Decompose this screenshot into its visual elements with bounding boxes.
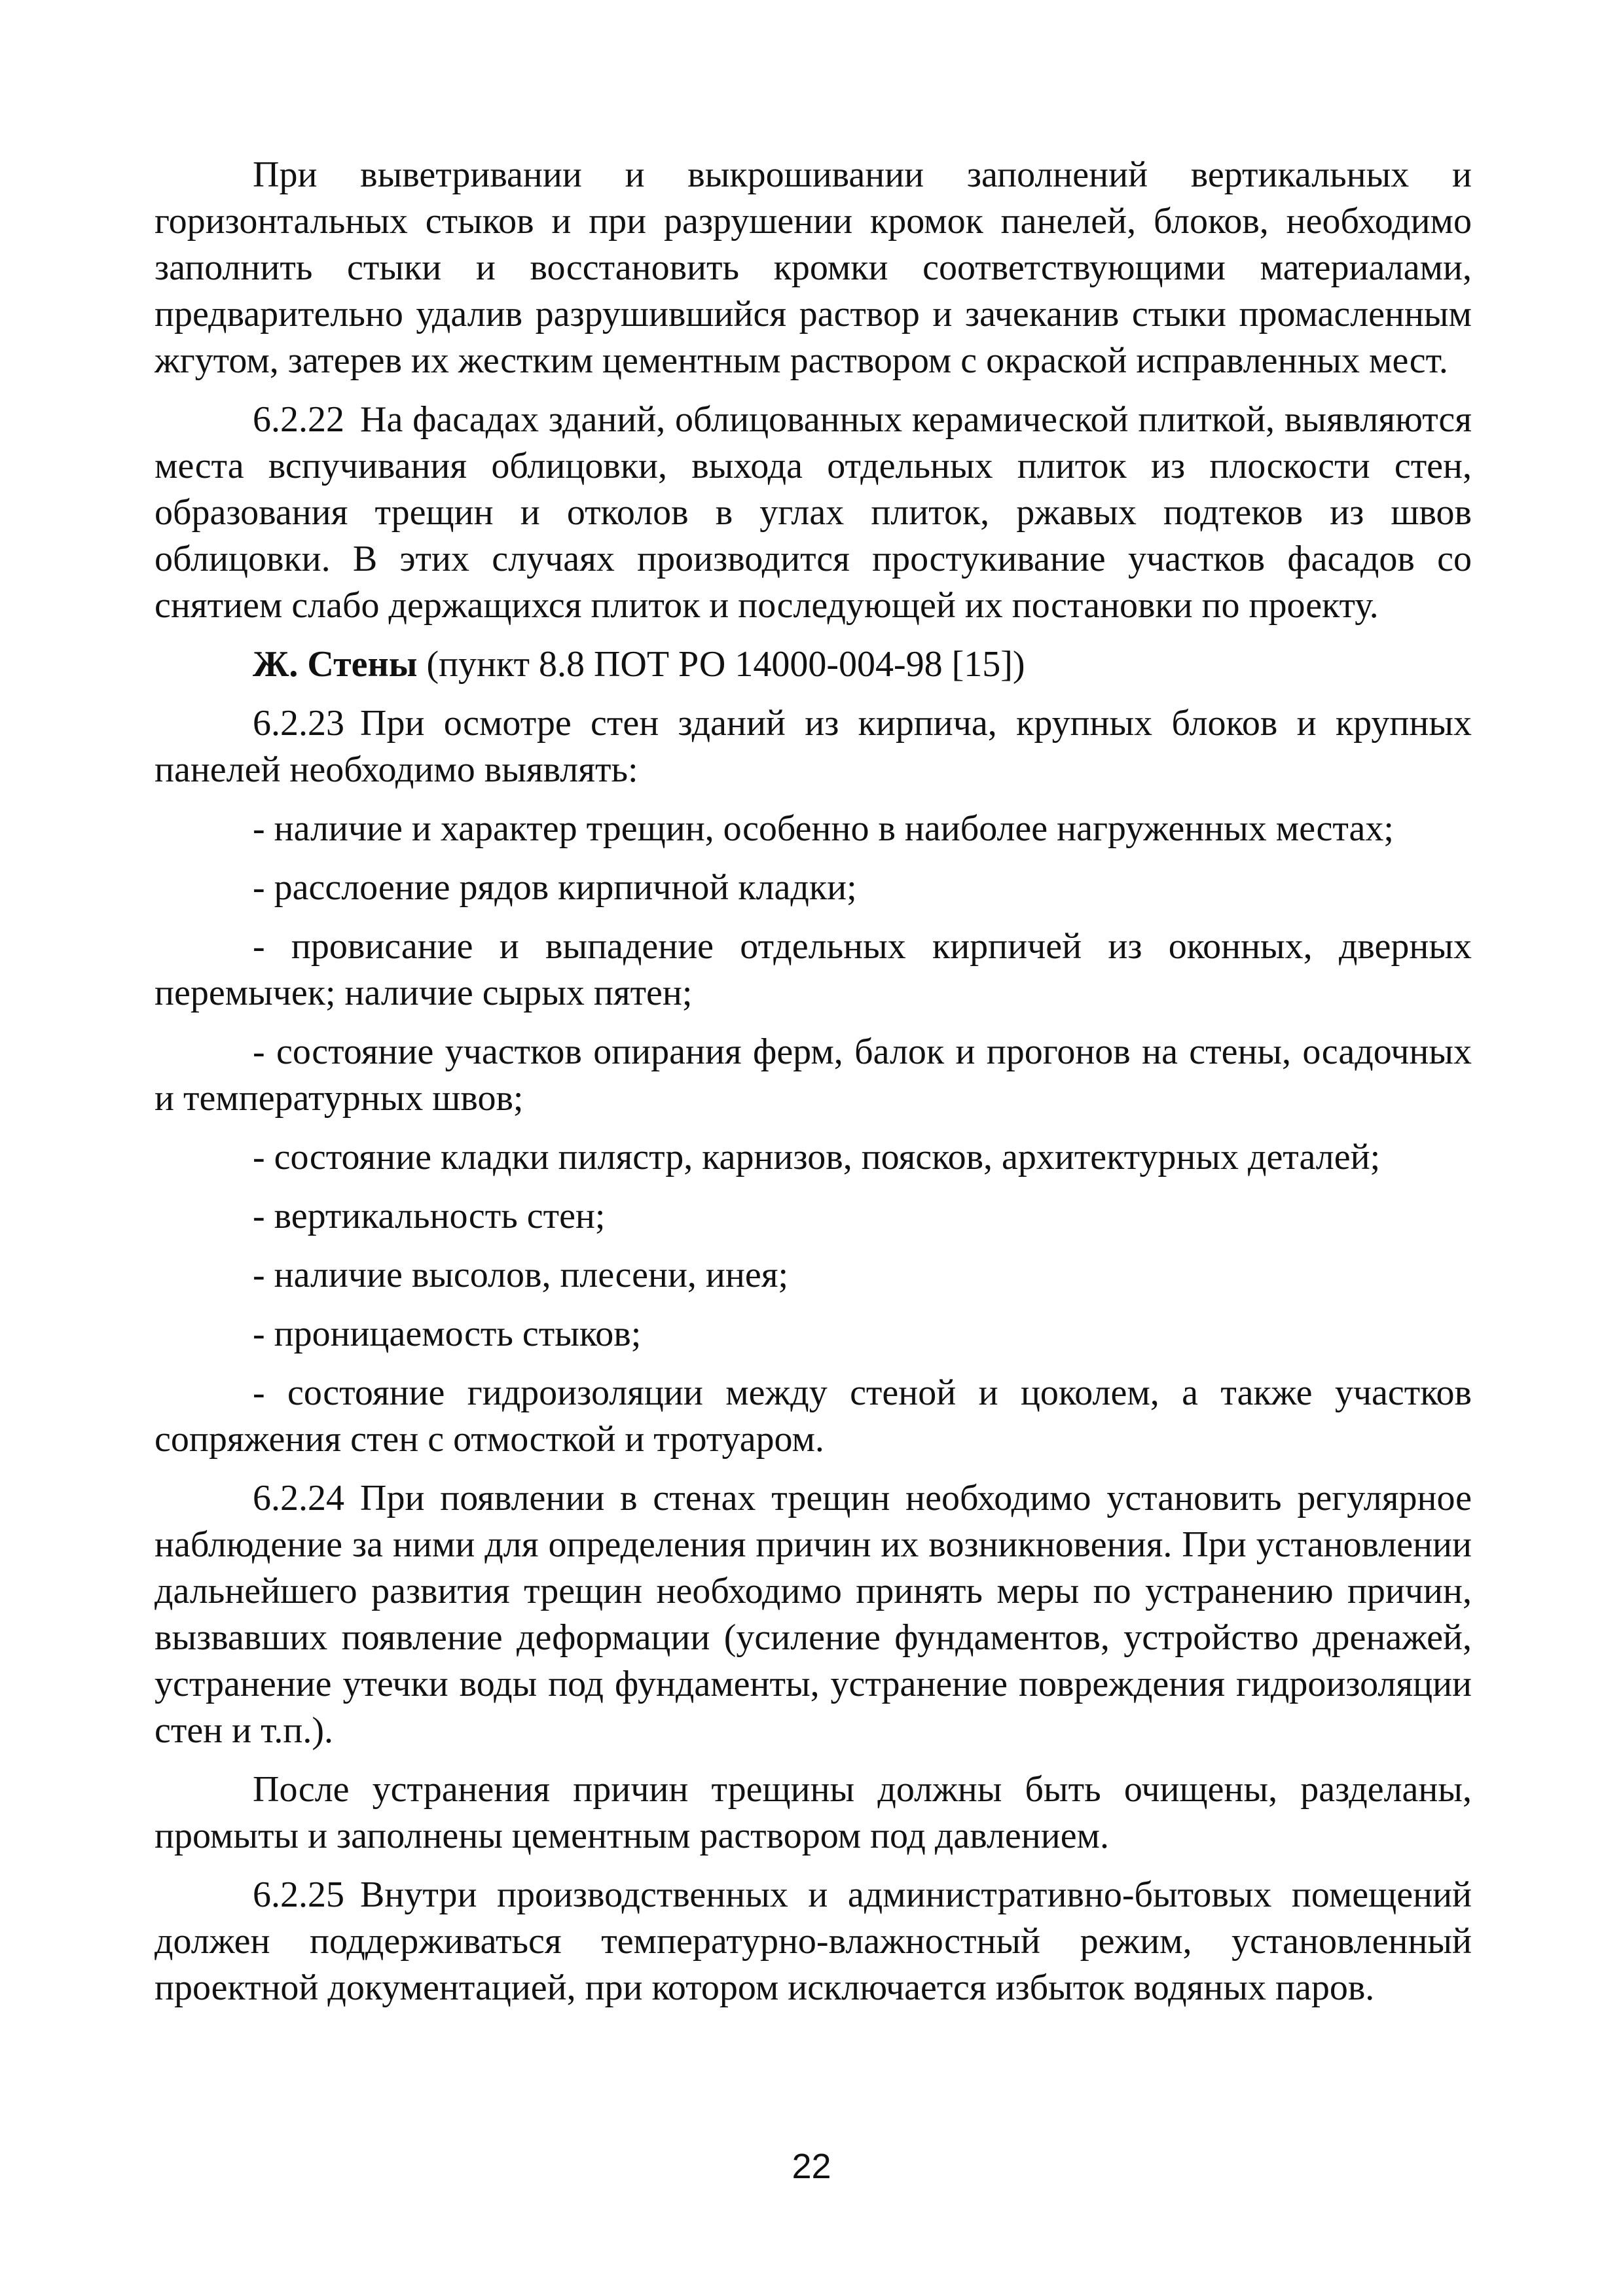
paragraph-6-2-23: 6.2.23 При осмотре стен зданий из кирпича, крупных блоков и крупных панелей необходимо выявлять: [155, 700, 1472, 793]
page-body [155, 152, 1472, 2024]
list-item: - расслоение рядов кирпичной кладки; [253, 867, 857, 908]
clause-number: 6.2.23 [253, 703, 344, 744]
section-heading-walls [155, 641, 1472, 688]
list-item: - состояние кладки пилястр, карнизов, поясков, архитектурных деталей; [253, 1137, 1381, 1177]
clause-number: 6.2.25 [253, 1874, 344, 1915]
page-number: 22 [792, 2147, 831, 2186]
section-heading-title: Ж. Стены [253, 644, 418, 685]
list-item: - проницаемость стыков; [253, 1314, 642, 1354]
paragraph-joint-repair: При выветривании и выкрошивании заполнений вертикальных и горизонтальных стыков и при разрушении кромок панелей, блоков, необходимо заполнить стыки и восстановить кромки соответствующими материалами, предварительно удалив разрушившийся раствор и зачеканив стыки промасленным жгутом, затерев их жестким цементным раствором с окраской исправленных мест. [155, 154, 1472, 381]
paragraph-6-2-22: 6.2.22 На фасадах зданий, облицованных керамической плиткой, выявляются места вспучивания облицовки, выхода отдельных плиток из плоскости стен, образования трещин и отколов в углах плиток, ржавых подтеков из швов облицовки. В этих случаях производится простукивание участков фасадов со снятием слабо держащихся плиток и последующей их постановки по проекту. [155, 397, 1472, 629]
list-item: - провисание и выпадение отдельных кирпичей из оконных, дверных перемычек; наличие сырых пятен; [155, 926, 1472, 1013]
clause-number: 6.2.22 [253, 399, 344, 440]
list-item: - вертикальность стен; [253, 1196, 606, 1236]
section-heading-reference: (пункт 8.8 ПОТ РО 14000-004-98 [15]) [426, 644, 1025, 685]
list-item: - состояние участков опирания ферм, балок и прогонов на стены, осадочных и температурных швов; [155, 1031, 1472, 1119]
paragraph-6-2-25: 6.2.25 Внутри производственных и административно-бытовых помещений должен поддерживаться температурно-влажностный режим, установленный проектной документацией, при котором исключается избыток водяных паров. [155, 1872, 1472, 2011]
paragraph-crack-repair: После устранения причин трещины должны быть очищены, разделаны, промыты и заполнены цементным раствором под давлением. [155, 1769, 1472, 1856]
list-item: - наличие и характер трещин, особенно в наиболее нагруженных местах; [253, 808, 1394, 849]
list-item: - наличие высолов, плесени, инея; [253, 1255, 789, 1295]
list-item: - состояние гидроизоляции между стеной и цоколем, а также участков сопряжения стен с отмосткой и тротуаром. [155, 1372, 1472, 1460]
clause-number: 6.2.24 [253, 1478, 344, 1518]
paragraph-6-2-24: 6.2.24 При появлении в стенах трещин необходимо установить регулярное наблюдение за ними для определения причин их возникновения. При установлении дальнейшего развития трещин необходимо принять меры по устранению причин, вызвавших появление деформации (усиление фундаментов, устройство дренажей, устранение утечки воды под фундаменты, устранение повреждения гидроизоляции стен и т.п.). [155, 1475, 1472, 1754]
